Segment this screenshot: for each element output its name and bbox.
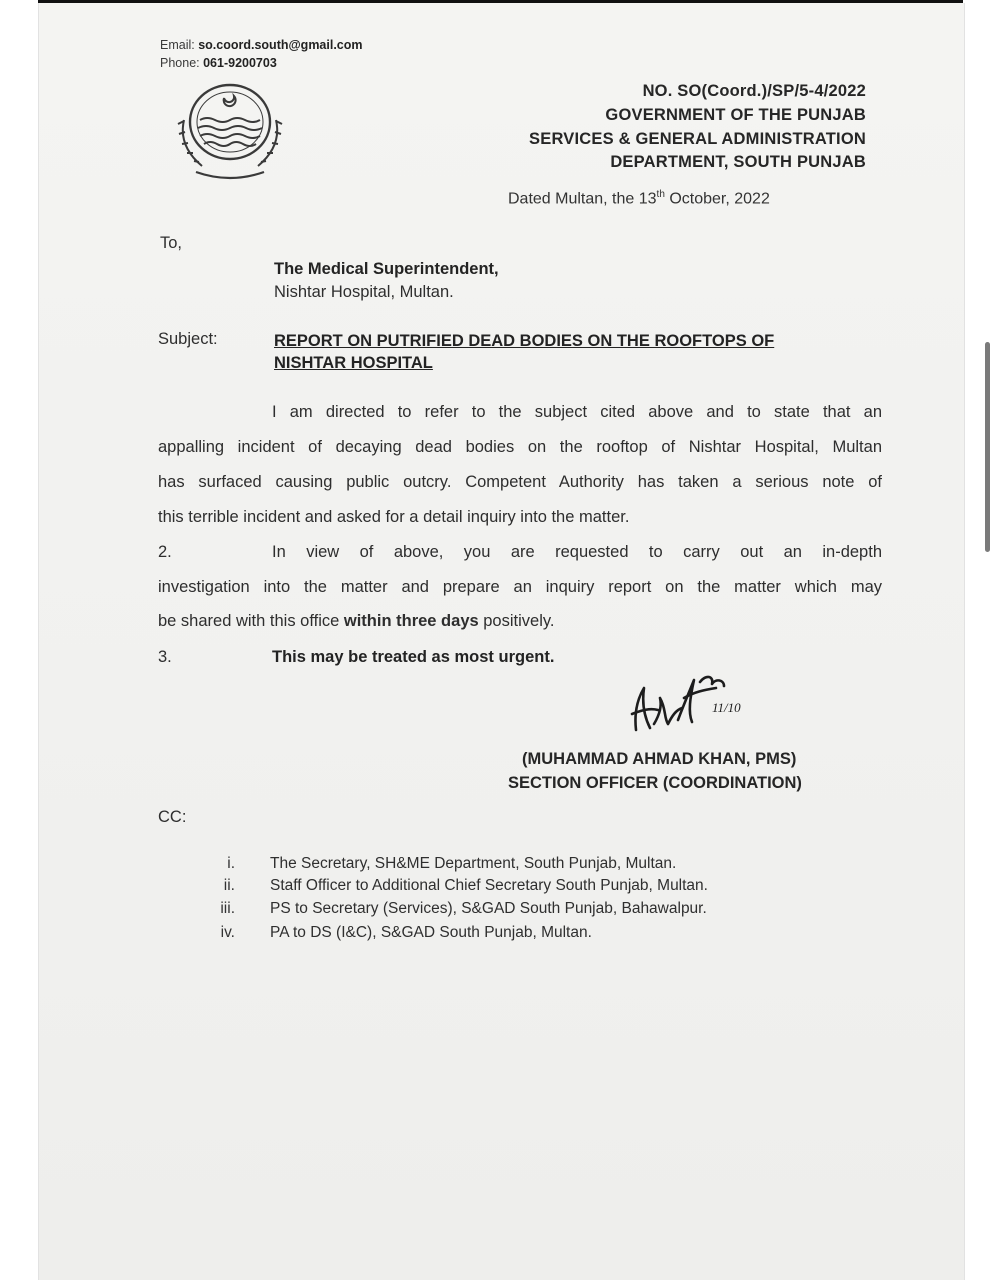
header-line-1: GOVERNMENT OF THE PUNJAB <box>605 106 866 124</box>
phone-number: 061-9200703 <box>203 56 277 70</box>
cc-item-text: The Secretary, SH&ME Department, South Punjab, Multan. <box>270 855 677 872</box>
letter-page <box>38 3 965 1280</box>
phone-line: Phone: 061-9200703 <box>160 56 277 70</box>
cc-item-number: iv. <box>220 924 235 941</box>
header-line-2: SERVICES & GENERAL ADMINISTRATION <box>529 130 866 148</box>
cc-label: CC: <box>158 808 187 826</box>
para2-line-1: In view of above, you are requested to carry out an in-depth <box>272 543 882 561</box>
date-line: Dated Multan, the 13th October, 2022 <box>508 189 770 208</box>
cc-item-number: ii. <box>223 877 235 894</box>
addressee-place: Nishtar Hospital, Multan. <box>274 283 454 301</box>
deadline-emphasis: within three days <box>343 612 479 630</box>
para2-number: 2. <box>158 543 172 561</box>
email-line: Email: so.coord.south@gmail.com <box>160 38 363 52</box>
handwritten-signature <box>620 668 750 740</box>
cc-item-number: iii. <box>220 900 235 917</box>
signatory-designation: SECTION OFFICER (COORDINATION) <box>508 774 802 792</box>
para3-number: 3. <box>158 648 172 666</box>
signatory-name: (MUHAMMAD AHMAD KHAN, PMS) <box>522 750 797 768</box>
signature-date: 11/10 <box>712 700 741 715</box>
addressee-title: The Medical Superintendent, <box>274 260 499 278</box>
reference-number: NO. SO(Coord.)/SP/5-4/2022 <box>642 82 866 100</box>
punjab-emblem-icon <box>170 80 290 188</box>
para1-line-1: I am directed to refer to the subject cited above and to state that an <box>272 403 882 421</box>
email-address: so.coord.south@gmail.com <box>198 38 363 52</box>
cc-item-number: i. <box>227 855 235 872</box>
cc-item-text: PS to Secretary (Services), S&GAD South Punjab, Bahawalpur. <box>270 900 707 917</box>
para1-line-3: has surfaced causing public outcry. Competent Authority has taken a serious note of <box>158 473 882 491</box>
subject-line-2: NISHTAR HOSPITAL <box>274 354 433 372</box>
cc-item-text: Staff Officer to Additional Chief Secretary South Punjab, Multan. <box>270 877 708 894</box>
subject-line-1: REPORT ON PUTRIFIED DEAD BODIES ON THE ROOFTOPS OF <box>274 332 775 350</box>
para2-line-2: investigation into the matter and prepare an inquiry report on the matter which may <box>158 578 882 596</box>
para1-line-4: this terrible incident and asked for a detail inquiry into the matter. <box>158 508 630 526</box>
to-label: To, <box>160 234 183 252</box>
cc-item-text: PA to DS (I&C), S&GAD South Punjab, Multan. <box>270 924 592 941</box>
header-line-3: DEPARTMENT, SOUTH PUNJAB <box>610 153 866 171</box>
para1-line-2: appalling incident of decaying dead bodies on the rooftop of Nishtar Hospital, Multan <box>158 438 882 456</box>
subject-label: Subject: <box>158 330 218 348</box>
scrollbar-thumb[interactable] <box>985 342 990 552</box>
para2-line-3: be shared with this office within three days positively. <box>158 612 555 630</box>
para3-text: This may be treated as most urgent. <box>272 648 555 666</box>
